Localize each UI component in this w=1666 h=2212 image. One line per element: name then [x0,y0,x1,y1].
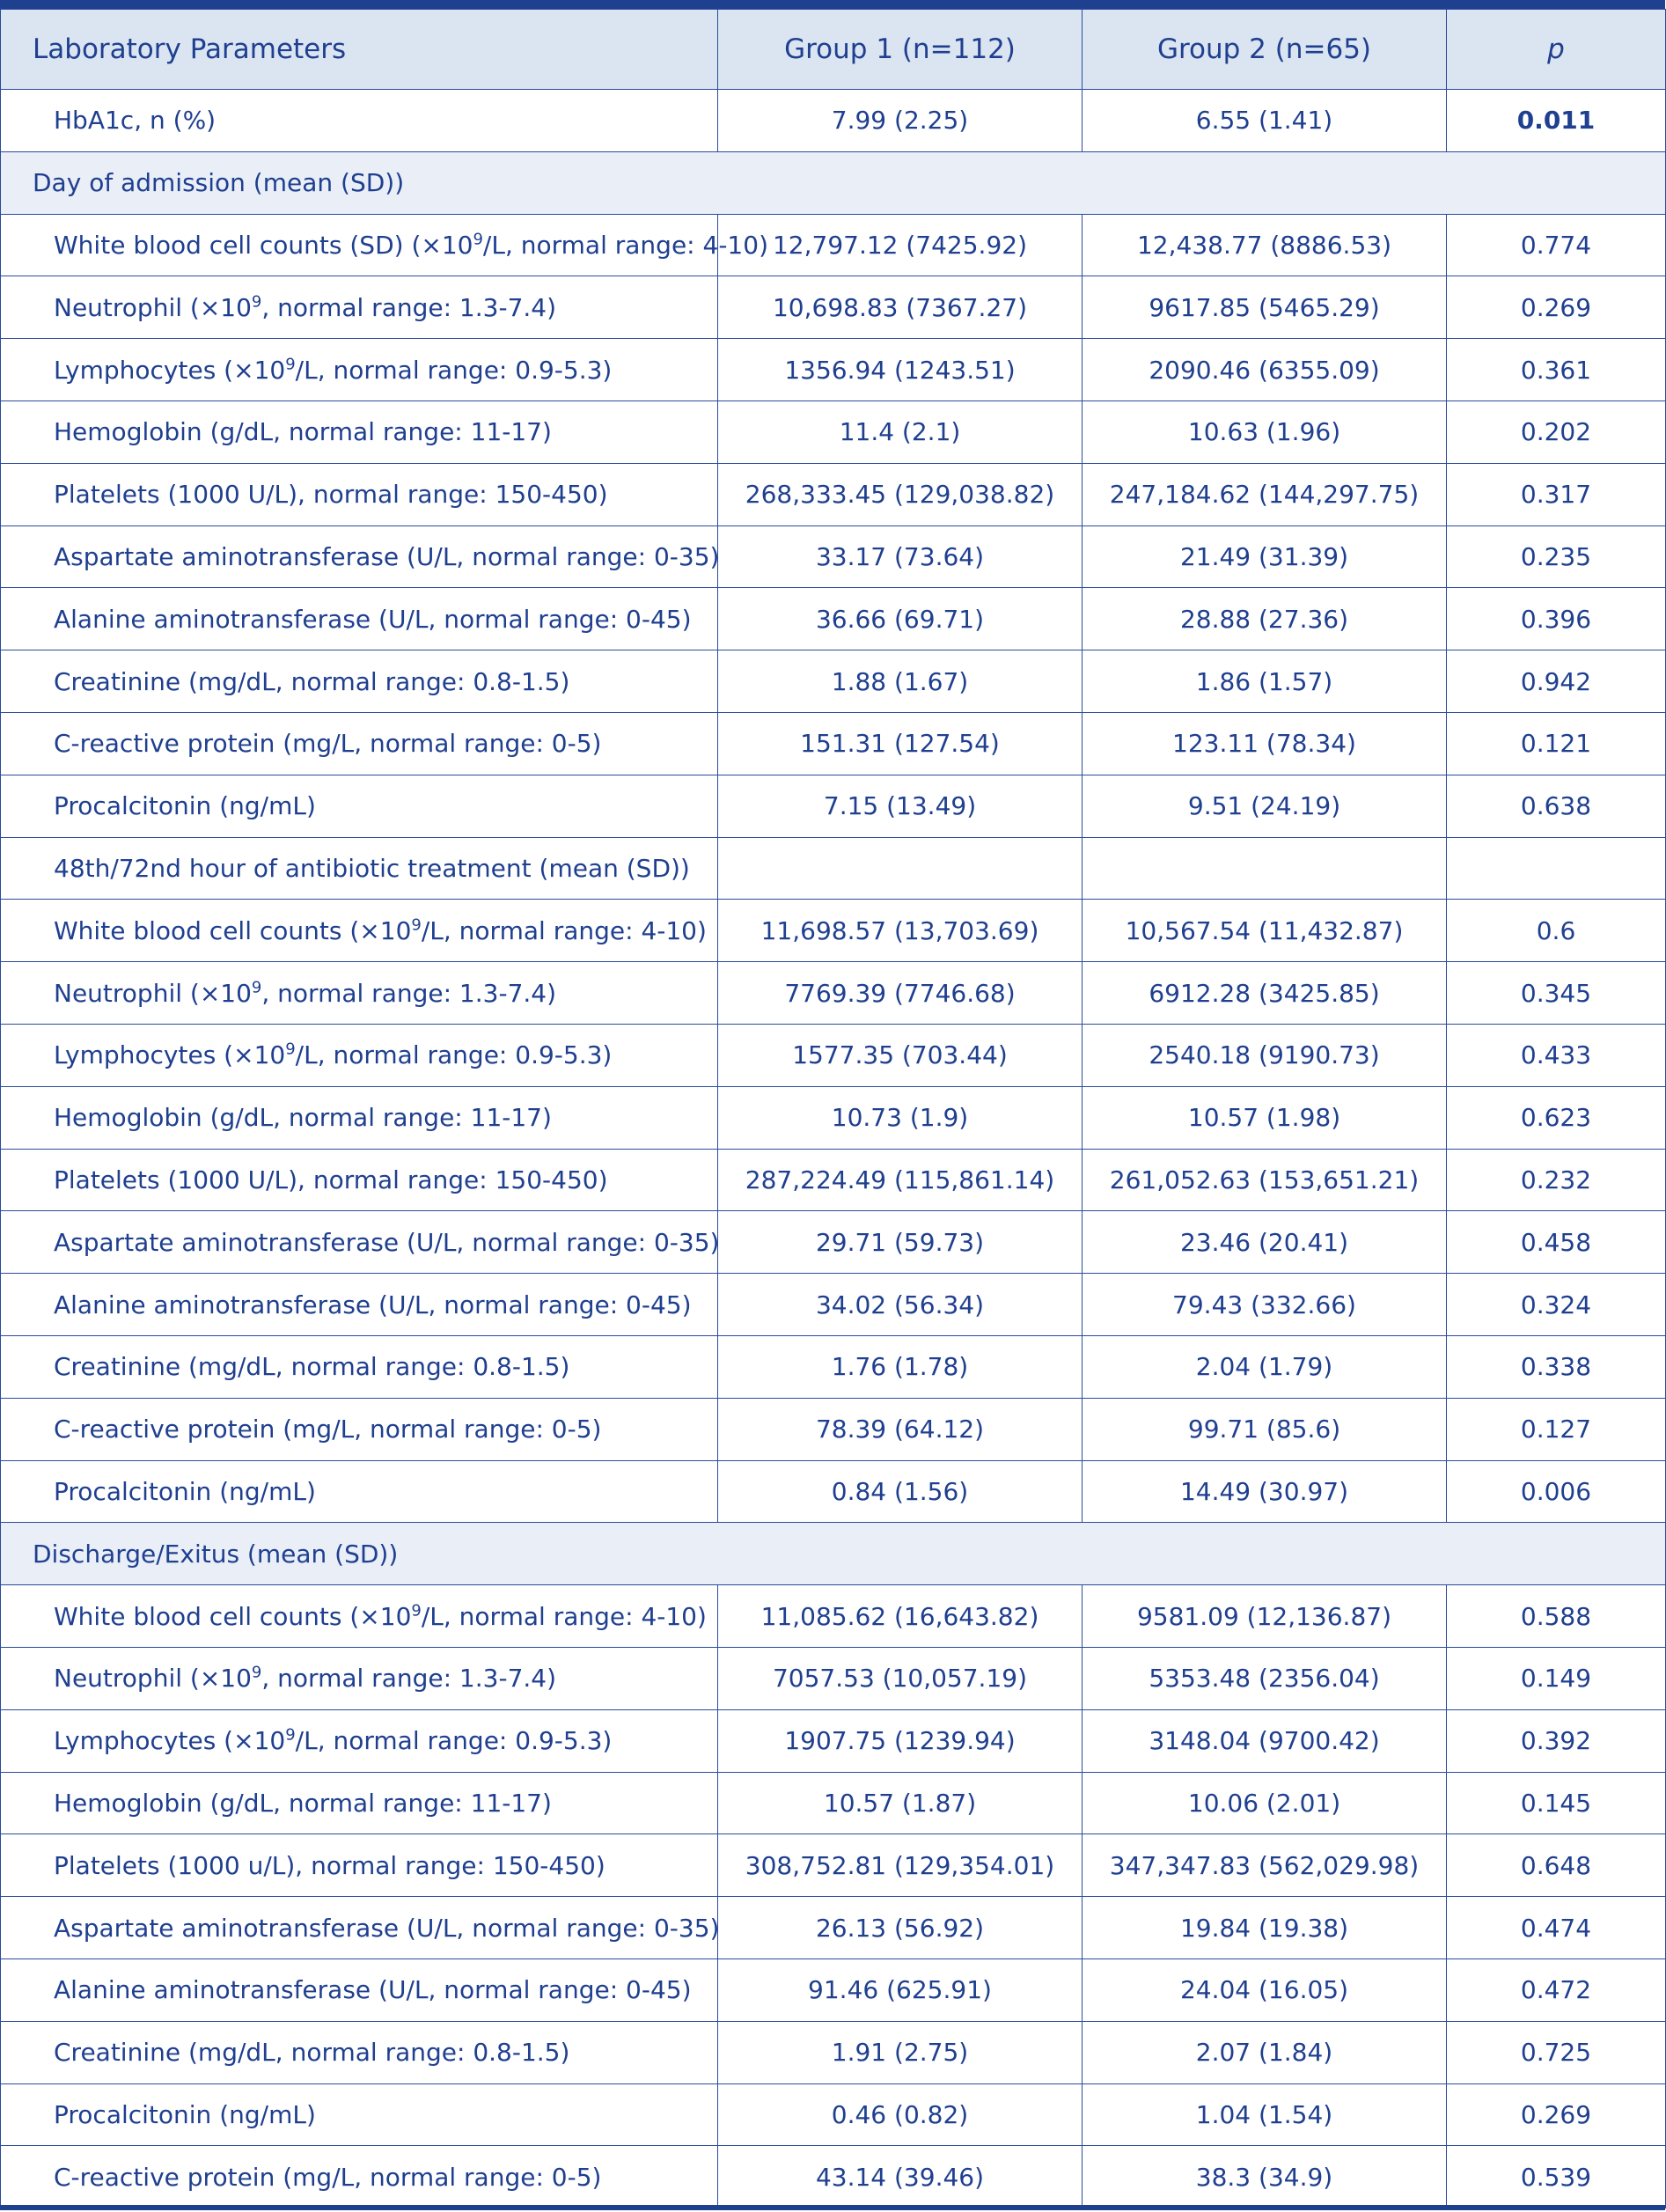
table-row [1,1585,1666,1648]
table-row [1,525,1666,588]
p-value: 0.539 [1447,2146,1666,2208]
p-value: 0.127 [1447,1398,1666,1460]
p-value: 0.121 [1447,712,1666,775]
row-label: Creatinine (mg/dL, normal range: 0.8-1.5) [1,2021,718,2083]
p-value: 0.458 [1447,1211,1666,1274]
p-value: 0.588 [1447,1585,1666,1648]
group-2-value: 99.71 (85.6) [1083,1398,1447,1460]
p-value: 0.361 [1447,339,1666,401]
table-row [1,1024,1666,1086]
p-value: 0.774 [1447,214,1666,276]
group-2-value: 261,052.63 (153,651.21) [1083,1149,1447,1211]
p-value: 0.011 [1447,90,1666,152]
group-1-value: 287,224.49 (115,861.14) [718,1149,1083,1211]
group-2-value: 10.06 (2.01) [1083,1772,1447,1834]
group-2-value: 10,567.54 (11,432.87) [1083,900,1447,962]
group-2-value: 23.46 (20.41) [1083,1211,1447,1274]
group-2-value: 5353.48 (2356.04) [1083,1647,1447,1709]
row-label: Lymphocytes ($\times 10^9/L$, normal range: 0.9-5.3) [1,1024,718,1086]
group-1-value: 1.88 (1.67) [718,650,1083,713]
group-2-value: 28.88 (27.36) [1083,588,1447,650]
group-1-value: 1577.35 (703.44) [718,1024,1083,1086]
group-1-value: 11,085.62 (16,643.82) [718,1585,1083,1648]
group-2-value: 6.55 (1.41) [1083,90,1447,152]
table-row [1,712,1666,775]
table-row [1,1398,1666,1460]
group-2-value: 2.07 (1.84) [1083,2021,1447,2083]
row-label: Hemoglobin (g/dL, normal range: 11-17) [1,1086,718,1149]
table-row [1,1958,1666,2021]
group-1-value: 7.99 (2.25) [718,90,1083,152]
p-value: 0.317 [1447,463,1666,525]
group-1-value: 7057.53 (10,057.19) [718,1647,1083,1709]
group-1-value: 78.39 (64.12) [718,1398,1083,1460]
table-row [1,588,1666,650]
row-label: C-reactive protein (mg/L, normal range: 0-5) [1,2146,718,2208]
p-value: 0.392 [1447,1709,1666,1772]
group-2-value: 10.63 (1.96) [1083,401,1447,463]
p-value: 0.145 [1447,1772,1666,1834]
p-value: 0.396 [1447,588,1666,650]
row-label: White blood cell counts ($\times 10^9/L$, normal range: 4-10) [1,900,718,962]
table-row [1,463,1666,525]
group-1-value: 43.14 (39.46) [718,2146,1083,2208]
table-row [1,900,1666,962]
table-row [1,775,1666,837]
group-2-value: 247,184.62 (144,297.75) [1083,463,1447,525]
group-2-value: 1.04 (1.54) [1083,2083,1447,2146]
table-row-hba1c [1,90,1666,152]
group-1-value: 33.17 (73.64) [718,525,1083,588]
group-1-value: 268,333.45 (129,038.82) [718,463,1083,525]
group-1-value: 36.66 (69.71) [718,588,1083,650]
row-label: Neutrophil ($\times 10^9$, normal range: 1.3-7.4) [1,276,718,339]
group-1-value: 0.46 (0.82) [718,2083,1083,2146]
group-2-value: 123.11 (78.34) [1083,712,1447,775]
p-value: 0.472 [1447,1958,1666,2021]
laboratory-parameters-table [0,9,1666,2208]
group-1-value: 7769.39 (7746.68) [718,962,1083,1025]
group-1-value: 308,752.81 (129,354.01) [718,1834,1083,1897]
header-laboratory-parameters: Laboratory Parameters [1,10,718,90]
row-label: C-reactive protein (mg/L, normal range: 0-5) [1,712,718,775]
p-value: 0.345 [1447,962,1666,1025]
table-row [1,962,1666,1025]
row-label: Hemoglobin (g/dL, normal range: 11-17) [1,401,718,463]
table-row [1,1834,1666,1897]
group-1-value: 11.4 (2.1) [718,401,1083,463]
group-1-value: 10.73 (1.9) [718,1086,1083,1149]
group-2-value: 14.49 (30.97) [1083,1460,1447,1523]
table-row [1,1460,1666,1523]
row-label: Procalcitonin (ng/mL) [1,2083,718,2146]
group-2-value: 3148.04 (9700.42) [1083,1709,1447,1772]
row-label: White blood cell counts (SD) ($\times 10^9/L$, normal range: 4-10) [1,214,718,276]
p-value: 0.474 [1447,1897,1666,1959]
p-value: 0.006 [1447,1460,1666,1523]
row-label: Creatinine (mg/dL, normal range: 0.8-1.5) [1,1335,718,1398]
table-row [1,2083,1666,2146]
header-group-2: Group 2 (n=65) [1083,10,1447,90]
table-row [1,2146,1666,2208]
row-label: Procalcitonin (ng/mL) [1,775,718,837]
section-row-48-72-hour [1,837,1666,900]
p-value: 0.232 [1447,1149,1666,1211]
p-value: 0.725 [1447,2021,1666,2083]
group-2-value: 2540.18 (9190.73) [1083,1024,1447,1086]
table-row [1,650,1666,713]
section-row-admission [1,151,1666,214]
table-header-row [1,10,1666,90]
group-1-value: 151.31 (127.54) [718,712,1083,775]
p-value: 0.202 [1447,401,1666,463]
p-value: 0.638 [1447,775,1666,837]
row-label: Lymphocytes ($\times 10^9/L$, normal range: 0.9-5.3) [1,1709,718,1772]
group-2-value: 9617.85 (5465.29) [1083,276,1447,339]
table-row [1,1335,1666,1398]
group-1-value: 26.13 (56.92) [718,1897,1083,1959]
row-label: C-reactive protein (mg/L, normal range: 0-5) [1,1398,718,1460]
table-row [1,1149,1666,1211]
group-2-value: 79.43 (332.66) [1083,1274,1447,1336]
table-row [1,214,1666,276]
table-row [1,1274,1666,1336]
header-group-1: Group 1 (n=112) [718,10,1083,90]
group-2-value: 10.57 (1.98) [1083,1086,1447,1149]
table-row [1,1897,1666,1959]
p-value: 0.623 [1447,1086,1666,1149]
p-value: 0.338 [1447,1335,1666,1398]
p-value: 0.269 [1447,276,1666,339]
row-label: Alanine aminotransferase (U/L, normal range: 0-45) [1,1958,718,2021]
row-label: Procalcitonin (ng/mL) [1,1460,718,1523]
group-2-value: 9.51 (24.19) [1083,775,1447,837]
p-value: 0.269 [1447,2083,1666,2146]
row-label: Platelets (1000 U/L), normal range: 150-450) [1,1149,718,1211]
group-1-value: 0.84 (1.56) [718,1460,1083,1523]
bottom-rule [0,2205,1665,2210]
section-title: Discharge/Exitus (mean (SD)) [1,1523,1666,1585]
group-2-value: 1.86 (1.57) [1083,650,1447,713]
group-2-value: 12,438.77 (8886.53) [1083,214,1447,276]
row-label: Aspartate aminotransferase (U/L, normal range: 0-35) [1,1211,718,1274]
group-2-value: 6912.28 (3425.85) [1083,962,1447,1025]
group-2-value: 24.04 (16.05) [1083,1958,1447,2021]
group-2-value: 19.84 (19.38) [1083,1897,1447,1959]
p-value: 0.433 [1447,1024,1666,1086]
p-value: 0.648 [1447,1834,1666,1897]
row-label: Aspartate aminotransferase (U/L, normal range: 0-35) [1,525,718,588]
group-1-value: 10.57 (1.87) [718,1772,1083,1834]
group-1-value: 7.15 (13.49) [718,775,1083,837]
group-2-value: 2090.46 (6355.09) [1083,339,1447,401]
section-title: 48th/72nd hour of antibiotic treatment (mean (SD)) [1,837,718,900]
group-1-value: 34.02 (56.34) [718,1274,1083,1336]
row-label: Alanine aminotransferase (U/L, normal range: 0-45) [1,588,718,650]
p-value: 0.942 [1447,650,1666,713]
row-label: Platelets (1000 U/L), normal range: 150-450) [1,463,718,525]
row-label: Creatinine (mg/dL, normal range: 0.8-1.5) [1,650,718,713]
row-label: HbA1c, n (%) [1,90,718,152]
row-label: White blood cell counts ($\times 10^9/L$, normal range: 4-10) [1,1585,718,1648]
group-1-value: 10,698.83 (7367.27) [718,276,1083,339]
row-label: Neutrophil ($\times 10^9$, normal range: 1.3-7.4) [1,1647,718,1709]
p-value: 0.149 [1447,1647,1666,1709]
row-label: Lymphocytes ($\times 10^9/L$, normal range: 0.9-5.3) [1,339,718,401]
table-row [1,2021,1666,2083]
p-value: 0.324 [1447,1274,1666,1336]
group-1-value: 29.71 (59.73) [718,1211,1083,1274]
row-label: Platelets (1000 u/L), normal range: 150-450) [1,1834,718,1897]
group-1-value: 12,797.12 (7425.92) [718,214,1083,276]
table-row [1,1647,1666,1709]
group-2-value: 21.49 (31.39) [1083,525,1447,588]
group-1-value: 11,698.57 (13,703.69) [718,900,1083,962]
row-label: Alanine aminotransferase (U/L, normal range: 0-45) [1,1274,718,1336]
header-p-value: p [1447,10,1666,90]
row-label: Aspartate aminotransferase (U/L, normal range: 0-35) [1,1897,718,1959]
group-1-value: 91.46 (625.91) [718,1958,1083,2021]
table-row [1,401,1666,463]
group-1-value: 1.91 (2.75) [718,2021,1083,2083]
section-row-discharge [1,1523,1666,1585]
group-1-value: 1907.75 (1239.94) [718,1709,1083,1772]
group-2-value: 38.3 (34.9) [1083,2146,1447,2208]
group-2-value: 347,347.83 (562,029.98) [1083,1834,1447,1897]
group-2-value: 9581.09 (12,136.87) [1083,1585,1447,1648]
group-1-value: 1356.94 (1243.51) [718,339,1083,401]
p-value: 0.6 [1447,900,1666,962]
table-row [1,339,1666,401]
section-title: Day of admission (mean (SD)) [1,151,1666,214]
table-row [1,276,1666,339]
table-row [1,1709,1666,1772]
p-value: 0.235 [1447,525,1666,588]
table-row [1,1211,1666,1274]
row-label: Neutrophil ($\times 10^9$, normal range: 1.3-7.4) [1,962,718,1025]
row-label: Hemoglobin (g/dL, normal range: 11-17) [1,1772,718,1834]
table-row [1,1086,1666,1149]
table-row [1,1772,1666,1834]
top-rule [0,0,1665,9]
group-2-value: 2.04 (1.79) [1083,1335,1447,1398]
group-1-value: 1.76 (1.78) [718,1335,1083,1398]
